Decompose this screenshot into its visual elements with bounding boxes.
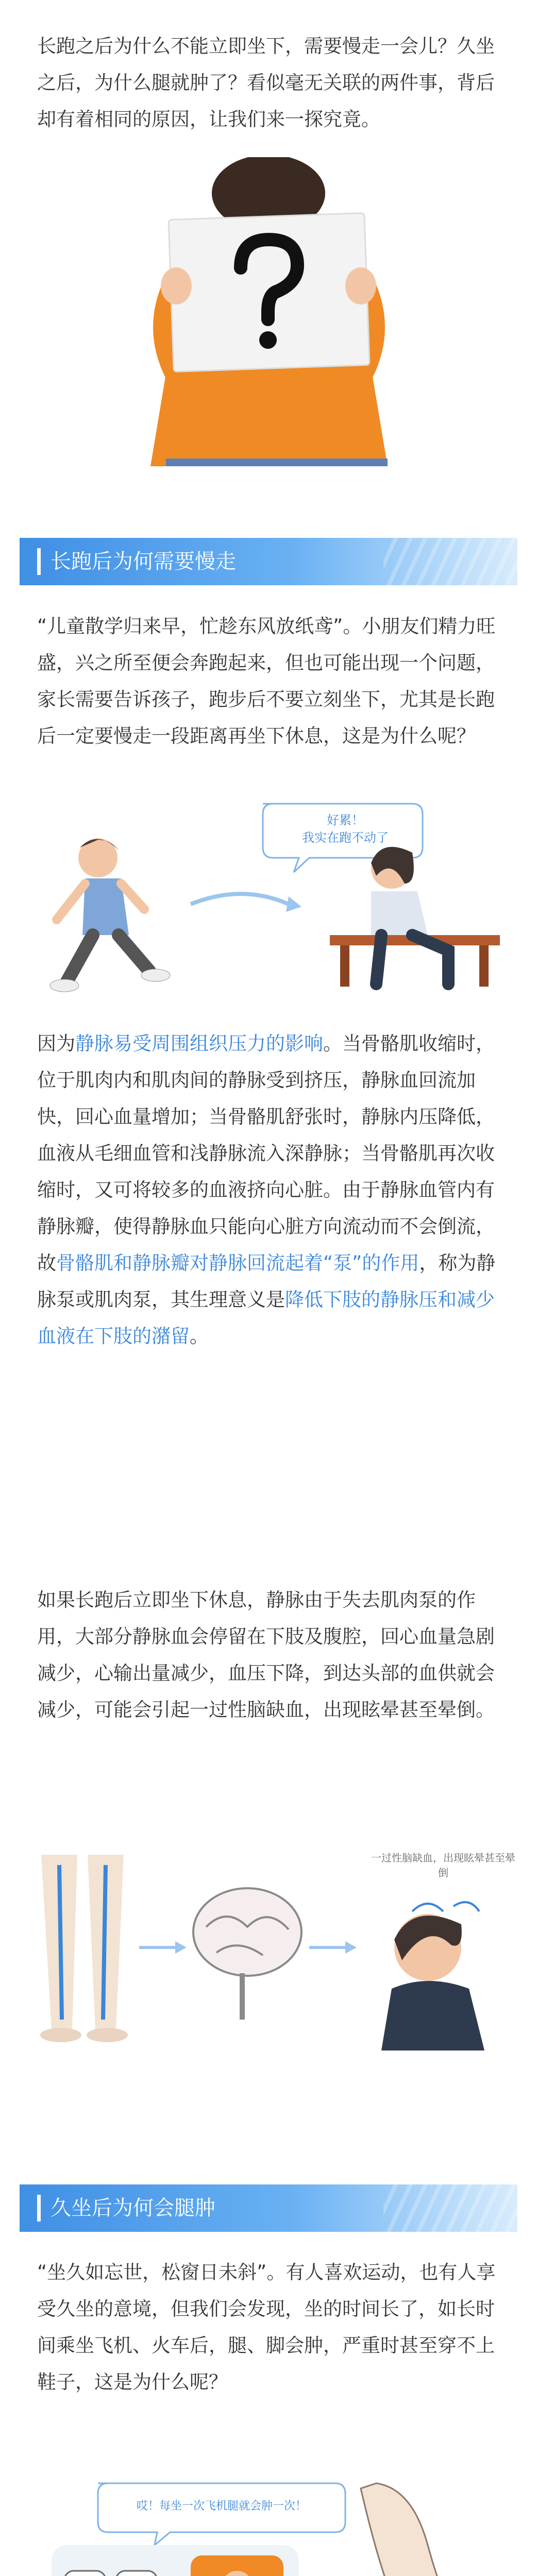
p2-seg-6: 。 xyxy=(190,1325,209,1347)
sitting-after-run-paragraph: 如果长跑后立即坐下休息，静脉由于失去肌肉泵的作用，大部分静脉血会停留在下肢及腹腔，回心血量急剧减少，心输出量减少，血压下降，到达头部的血供就会减少，可能会引起一过性脑缺血，出现眩晕甚至晕倒。 xyxy=(37,1589,495,1721)
p2-seg-4: ，称为静脉泵或肌肉泵，其生理意义是 xyxy=(37,1252,496,1311)
p2-highlight-1: 静脉易受周围组织压力的影响 xyxy=(75,1032,323,1055)
brain-figure xyxy=(193,1888,301,2020)
airplane-illustration xyxy=(21,2468,516,2576)
sitting-intro-paragraph: “坐久如忘世，松窗日未斜”。有人喜欢运动，也有人享受久坐的意境，但我们会发现，坐的时间长了，如长时间乘坐飞机、火车后，腿、脚会肿，严重时甚至穿不上鞋子，这是为什么呢？ xyxy=(37,2261,496,2393)
running-intro-paragraph: “儿童散学归来早，忙趁东风放纸鸢”。小朋友们精力旺盛，兴之所至便会奔跑起来，但也可能出现一个问题，家长需要告诉孩子，跑步后不要立刻坐下，尤其是长跑后一定要慢走一段距离再坐下休息，这是为什么呢？ xyxy=(37,615,496,747)
header-stripes-2 xyxy=(383,2184,517,2232)
airplane-seats xyxy=(52,2545,299,2576)
header-stripes xyxy=(383,538,517,585)
ischemia-illustration xyxy=(21,1834,516,2050)
section-header-running xyxy=(20,538,517,585)
question-sign-illustration xyxy=(37,157,500,466)
intro-paragraph: 长跑之后为什么不能立即坐下，需要慢走一会儿？久坐之后，为什么腿就肿了？看似毫无关联的两件事，背后却有着相同的原因，让我们来一探究竟。 xyxy=(37,35,495,130)
p2-highlight-3: 骨骼肌和静脉瓣对静脉回流起着“泵”的作用 xyxy=(56,1252,419,1274)
venous-pump-paragraph xyxy=(37,1025,500,1354)
swollen-leg xyxy=(361,2483,505,2576)
dizzy-person-figure xyxy=(381,1902,484,2050)
header-accent-line xyxy=(37,548,41,575)
section-title-running: 长跑后为何需要慢走 xyxy=(51,550,236,573)
ischemia-caption: 一过性脑缺血，出现眩晕甚至晕倒 xyxy=(371,1852,515,1879)
airplane-speech-bubble: 哎！每坐一次飞机腿就会肿一次！ xyxy=(136,2500,307,2513)
header-accent-line-2 xyxy=(37,2195,41,2222)
running-sitting-illustration xyxy=(21,781,516,997)
section-header-sitting xyxy=(20,2184,517,2232)
p2-highlight-5: 降低下肢的静脉压和减少血液在下肢的潴留 xyxy=(37,1289,495,1347)
runner-figure xyxy=(50,838,170,992)
sitting-figure xyxy=(330,847,500,987)
p2-seg-0: 因为 xyxy=(37,1032,75,1055)
section-title-sitting: 久坐后为何会腿肿 xyxy=(51,2196,215,2220)
legs-figure xyxy=(40,1855,128,2042)
tired-speech-bubble: 好累！ 我实在跑不动了 xyxy=(302,813,389,845)
p2-seg-2: 。当骨骼肌收缩时，位于肌肉内和肌肉间的静脉受到挤压，静脉血回流加快，回心血量增加；当骨骼肌舒张时，静脉内压降低，血液从毛细血管和浅静脉流入深静脉；当骨骼肌再次收缩时，又可将较多的血液挤向心脏。由于静脉血管内有静脉瓣，使得静脉血只能向心脏方向流动而不会倒流，故 xyxy=(37,1032,495,1274)
